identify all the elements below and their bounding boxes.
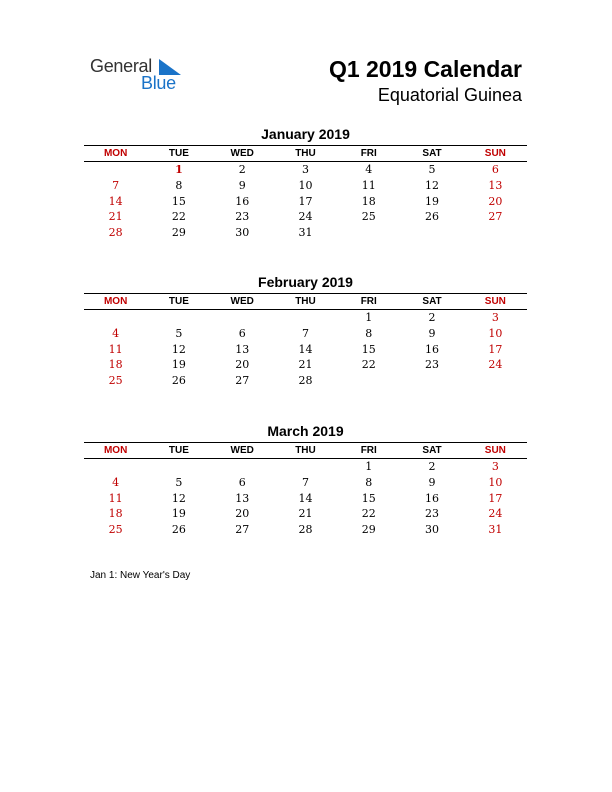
- day-cell: 20: [235, 358, 250, 372]
- weekday-label-fri: FRI: [360, 445, 377, 456]
- weekday-label-sat: SAT: [422, 296, 442, 307]
- day-cell: 11: [108, 342, 123, 356]
- day-cell: 10: [488, 326, 503, 340]
- weekday-label-thu: THU: [295, 445, 316, 456]
- holiday-note: Jan 1: New Year's Day: [90, 570, 191, 581]
- weekday-label-thu: THU: [295, 148, 316, 159]
- weekday-label-fri: FRI: [360, 296, 377, 307]
- day-cell: 9: [428, 326, 436, 340]
- weekday-label-sun: SUN: [484, 445, 506, 456]
- day-cell: 31: [488, 523, 503, 537]
- day-cell: 3: [301, 163, 309, 176]
- month-january: [84, 125, 527, 241]
- month-grid: [84, 443, 527, 538]
- day-cell: 10: [488, 475, 503, 489]
- day-cell: 24: [488, 507, 503, 521]
- weekday-label-mon: MON: [103, 445, 128, 456]
- day-cell: 11: [361, 178, 376, 192]
- day-cell: 5: [428, 163, 436, 176]
- day-cell: 23: [425, 358, 440, 372]
- day-cell: 14: [298, 491, 313, 505]
- day-cell: 22: [361, 507, 376, 521]
- empty-day-cell: [400, 373, 463, 389]
- day-cell: 10: [298, 178, 313, 192]
- weekday-label-wed: WED: [230, 445, 254, 456]
- month-grid: [84, 294, 527, 389]
- weekday-label-mon: MON: [103, 296, 128, 307]
- day-cell: 25: [108, 374, 123, 388]
- empty-day-cell: [464, 373, 527, 389]
- weekday-label-fri: FRI: [360, 148, 377, 159]
- weekday-label-tue: TUE: [168, 148, 189, 159]
- day-cell: 24: [488, 358, 503, 372]
- day-cell: 24: [298, 210, 313, 224]
- day-cell: 19: [425, 194, 440, 208]
- logo-word-general: General: [90, 56, 152, 76]
- day-cell: 4: [112, 326, 120, 340]
- day-cell: 18: [108, 358, 123, 372]
- day-cell: 15: [361, 491, 376, 505]
- day-cell: 31: [298, 226, 313, 240]
- day-cell: 26: [425, 210, 440, 224]
- day-cell: 17: [488, 342, 503, 356]
- week-row: [84, 357, 527, 373]
- day-cell: 5: [175, 326, 183, 340]
- day-cell: 20: [488, 194, 503, 208]
- day-cell: 9: [238, 178, 246, 192]
- weekday-header-row: [84, 443, 527, 459]
- weekday-label-sat: SAT: [422, 445, 442, 456]
- day-cell: 16: [425, 491, 440, 505]
- day-cell: 28: [108, 226, 123, 240]
- day-cell: 11: [108, 491, 123, 505]
- day-cell: 29: [171, 226, 186, 240]
- weekday-label-mon: MON: [103, 148, 128, 159]
- day-cell: 15: [361, 342, 376, 356]
- month-february: [84, 273, 527, 389]
- empty-day-cell: [211, 310, 274, 326]
- weekday-label-wed: WED: [230, 296, 254, 307]
- day-cell: 2: [428, 460, 436, 473]
- day-cell: 12: [171, 342, 186, 356]
- day-cell: 1: [365, 460, 373, 473]
- month-title: March 2019: [267, 423, 344, 439]
- day-cell: 17: [488, 491, 503, 505]
- week-row: [84, 475, 527, 491]
- day-cell: 30: [235, 226, 250, 240]
- empty-day-cell: [147, 310, 210, 326]
- empty-day-cell: [464, 225, 527, 241]
- day-cell: 26: [171, 374, 186, 388]
- day-cell: 22: [171, 210, 186, 224]
- month-grid: [84, 146, 527, 241]
- weekday-label-tue: TUE: [168, 445, 189, 456]
- empty-day-cell: [84, 459, 147, 475]
- day-cell: 23: [235, 210, 250, 224]
- weekday-header-row: [84, 294, 527, 310]
- day-cell: 18: [108, 507, 123, 521]
- weekday-label-thu: THU: [295, 296, 316, 307]
- day-cell: 4: [112, 475, 120, 489]
- day-cell: 8: [175, 178, 183, 192]
- day-cell: 6: [491, 163, 499, 176]
- empty-day-cell: [337, 225, 400, 241]
- day-cell: 29: [361, 523, 376, 537]
- day-cell: 20: [235, 507, 250, 521]
- day-cell: 16: [425, 342, 440, 356]
- empty-day-cell: [211, 459, 274, 475]
- day-cell: 3: [491, 460, 499, 473]
- week-row: [84, 326, 527, 342]
- day-cell: 27: [235, 374, 250, 388]
- empty-day-cell: [84, 310, 147, 326]
- day-cell: 14: [298, 342, 313, 356]
- day-cell: 30: [425, 523, 440, 537]
- day-cell: 12: [425, 178, 440, 192]
- day-cell: 13: [235, 342, 250, 356]
- day-cell: 26: [171, 523, 186, 537]
- day-cell: 7: [112, 178, 120, 192]
- week-row: [84, 491, 527, 507]
- day-cell: 28: [298, 523, 313, 537]
- weekday-label-sun: SUN: [484, 296, 506, 307]
- day-cell: 9: [428, 475, 436, 489]
- day-cell: 19: [171, 358, 186, 372]
- week-row: [84, 342, 527, 358]
- day-cell: 18: [361, 194, 376, 208]
- day-cell: 8: [365, 326, 373, 340]
- week-row: [84, 522, 527, 538]
- day-cell: 7: [301, 475, 309, 489]
- day-cell: 25: [361, 210, 376, 224]
- logo-word-blue: Blue: [141, 73, 176, 93]
- day-cell: 25: [108, 523, 123, 537]
- week-row: [84, 310, 527, 326]
- weekday-label-sat: SAT: [422, 148, 442, 159]
- week-row: [84, 459, 527, 475]
- day-cell: 6: [238, 475, 246, 489]
- month-title: February 2019: [258, 274, 353, 290]
- week-row: [84, 194, 527, 210]
- day-cell: 16: [235, 194, 250, 208]
- week-row: [84, 225, 527, 241]
- week-row: [84, 162, 527, 178]
- day-cell: 27: [235, 523, 250, 537]
- day-cell: 21: [298, 358, 313, 372]
- day-cell: 7: [301, 326, 309, 340]
- day-cell: 23: [425, 507, 440, 521]
- day-cell: 2: [428, 311, 436, 324]
- week-row: [84, 373, 527, 389]
- empty-day-cell: [147, 459, 210, 475]
- month-march: [84, 422, 527, 538]
- logo: [90, 56, 200, 96]
- weekday-label-sun: SUN: [484, 148, 506, 159]
- day-cell: 5: [175, 475, 183, 489]
- empty-day-cell: [400, 225, 463, 241]
- day-cell: 22: [361, 358, 376, 372]
- week-row: [84, 178, 527, 194]
- week-row: [84, 209, 527, 225]
- day-cell: 27: [488, 210, 503, 224]
- empty-day-cell: [274, 459, 337, 475]
- day-cell: 4: [365, 163, 373, 176]
- day-cell: 28: [298, 374, 313, 388]
- day-cell: 8: [365, 475, 373, 489]
- empty-day-cell: [274, 310, 337, 326]
- day-cell: 15: [171, 194, 186, 208]
- day-cell: 13: [488, 178, 503, 192]
- empty-day-cell: [84, 162, 147, 178]
- weekday-label-wed: WED: [230, 148, 254, 159]
- day-cell: 17: [298, 194, 313, 208]
- week-row: [84, 506, 527, 522]
- day-cell: 1: [365, 311, 373, 324]
- page-title: Q1 2019 Calendar: [328, 56, 522, 82]
- day-cell: 12: [171, 491, 186, 505]
- day-cell: 1: [175, 163, 183, 176]
- day-cell: 6: [238, 326, 246, 340]
- day-cell: 14: [108, 194, 123, 208]
- day-cell: 13: [235, 491, 250, 505]
- day-cell: 2: [238, 163, 246, 176]
- weekday-header-row: [84, 146, 527, 162]
- day-cell: 19: [171, 507, 186, 521]
- day-cell: 21: [108, 210, 123, 224]
- empty-day-cell: [337, 373, 400, 389]
- weekday-label-tue: TUE: [168, 296, 189, 307]
- day-cell: 3: [491, 311, 499, 324]
- month-title: January 2019: [261, 126, 350, 142]
- page-subtitle: Equatorial Guinea: [377, 85, 522, 105]
- day-cell: 21: [298, 507, 313, 521]
